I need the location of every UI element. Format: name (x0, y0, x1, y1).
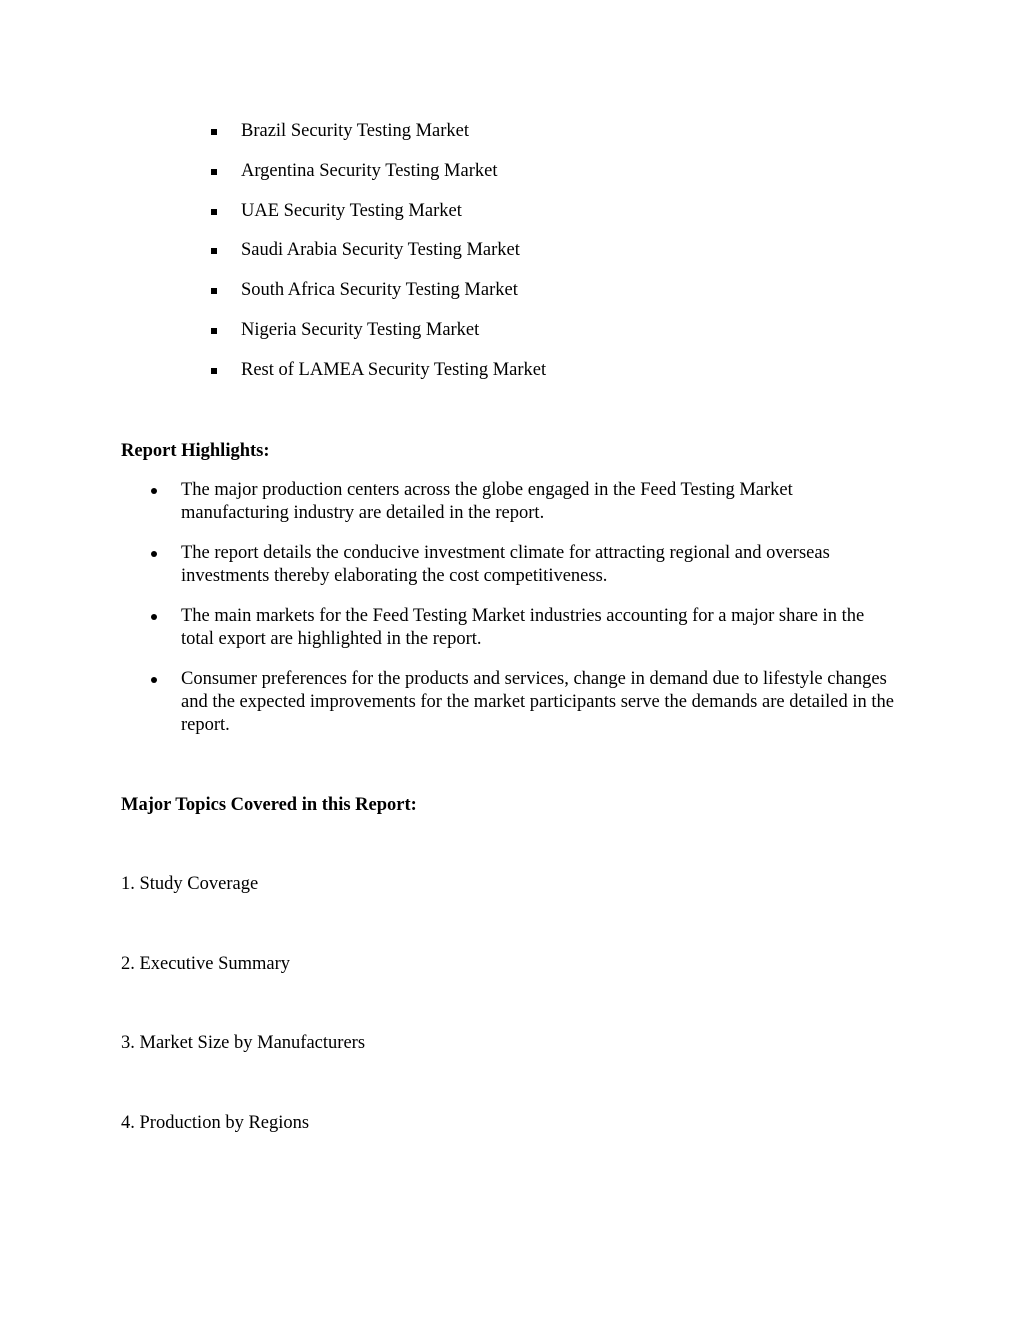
list-item (0, 542, 901, 588)
major-topics-heading: Major Topics Covered in this Report: (121, 795, 417, 815)
round-bullet-icon (151, 677, 157, 683)
list-item (0, 359, 546, 382)
list-item (0, 239, 546, 262)
list-item (0, 668, 901, 737)
list-item-text: Nigeria Security Testing Market (241, 319, 480, 340)
list-item-text: UAE Security Testing Market (241, 200, 462, 221)
round-bullet-icon (151, 551, 157, 557)
list-item (0, 120, 546, 143)
list-item (0, 160, 546, 183)
square-bullet-icon (211, 288, 217, 294)
square-bullet-icon (211, 248, 217, 254)
report-highlights-heading: Report Highlights: (121, 441, 270, 461)
square-bullet-icon (211, 169, 217, 175)
square-bullet-icon (211, 328, 217, 334)
list-item (0, 200, 546, 223)
list-item-text: Saudi Arabia Security Testing Market (241, 240, 520, 261)
country-market-list (0, 120, 546, 399)
list-item-text: The major production centers across the globe engaged in the Feed Testing Market manufacturing industry are detailed in the report. (181, 480, 793, 523)
topic-market-size-by-manufacturers: 3. Market Size by Manufacturers (121, 1033, 366, 1053)
square-bullet-icon (211, 129, 217, 135)
list-item-text: Brazil Security Testing Market (241, 121, 470, 141)
square-bullet-icon (211, 209, 217, 215)
list-item-text: Consumer preferences for the products and services, change in demand due to lifestyle changes and the expected improvements for the market participants serve the demands are detailed in the report. (181, 669, 894, 735)
topic-production-by-regions: 4. Production by Regions (121, 1113, 310, 1133)
list-item-text: Argentina Security Testing Market (241, 160, 498, 181)
topic-executive-summary: 2. Executive Summary (121, 954, 291, 974)
list-item (0, 319, 546, 342)
list-item-text: The report details the conducive investment climate for attracting regional and overseas investments thereby elaborating the cost competitiveness. (181, 543, 830, 586)
list-item-text: South Africa Security Testing Market (241, 280, 518, 301)
topic-study-coverage: 1. Study Coverage (121, 874, 259, 894)
report-highlights-list (0, 479, 901, 754)
square-bullet-icon (211, 368, 217, 374)
list-item (0, 279, 546, 302)
list-item-text: Rest of LAMEA Security Testing Market (241, 359, 547, 380)
list-item-text: The main markets for the Feed Testing Market industries accounting for a major share in the total export are highlighted in the report. (181, 606, 865, 649)
list-item (0, 479, 901, 525)
list-item (0, 605, 901, 651)
round-bullet-icon (151, 614, 157, 620)
round-bullet-icon (151, 488, 157, 494)
